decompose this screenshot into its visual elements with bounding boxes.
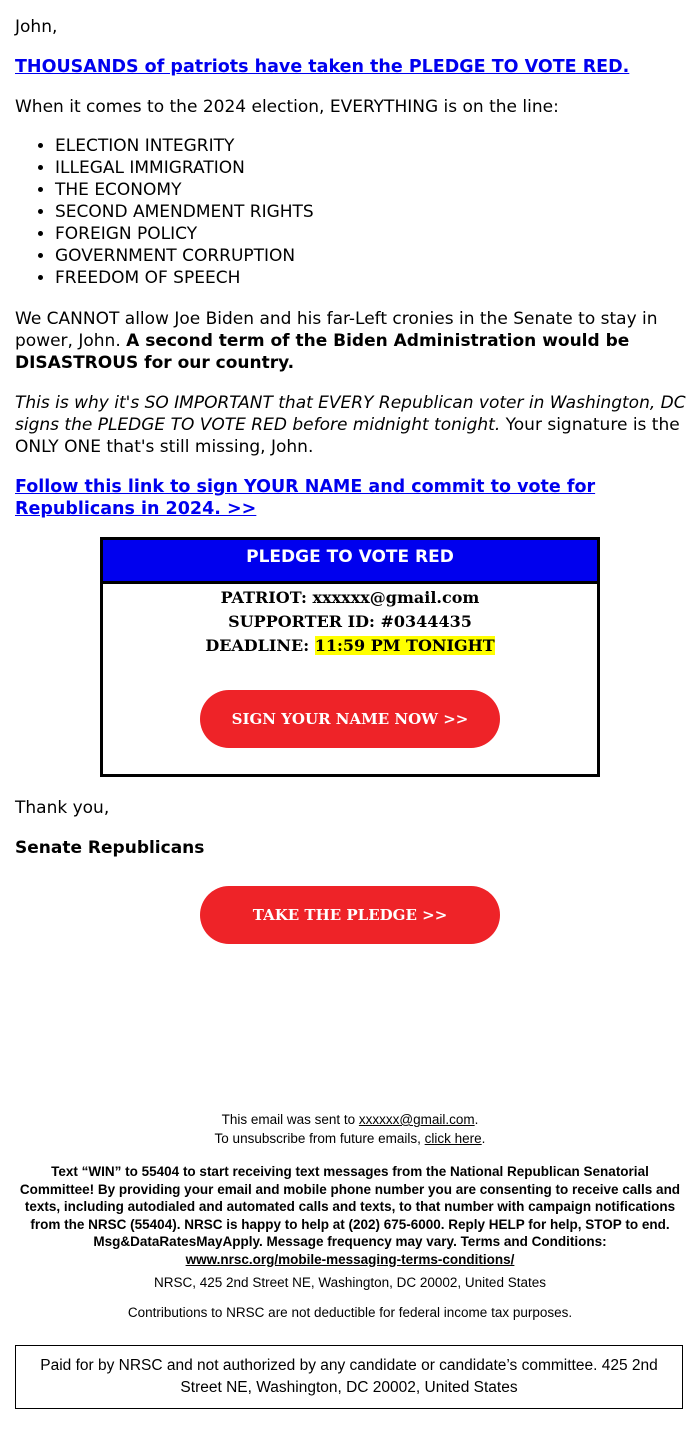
pledge-title: PLEDGE TO VOTE RED	[103, 540, 597, 584]
greeting: John,	[15, 17, 58, 37]
deadline-row	[103, 634, 597, 658]
list-item: • SECOND AMENDMENT RIGHTS	[55, 201, 314, 223]
sent-suffix: .	[474, 1112, 479, 1127]
unsubscribe-line	[15, 1129, 685, 1148]
sign-your-name-button[interactable]: SIGN YOUR NAME NOW >>	[200, 690, 500, 748]
list-item: • FOREIGN POLICY	[55, 223, 314, 245]
sent-line	[15, 1110, 685, 1129]
paragraph-bold-text: A second term of the Biden Administration would be DISASTROUS for our country.	[15, 331, 630, 373]
list-item: • GOVERNMENT CORRUPTION	[55, 245, 314, 267]
take-the-pledge-button[interactable]: TAKE THE PLEDGE >>	[200, 886, 500, 944]
sms-terms-text: Text “WIN” to 55404 to start receiving text messages from the National Republican Senatorial Committee! By providing your email and mobile phone number you are consenting to receive calls and texts, including autodialed and automated calls and texts, to that number with campaign notifications from the NRSC (55404). NRSC is happy to help at (202) 675-6000. Reply HELP for help, STOP to end. Msg&DataRatesMayApply. Message frequency may vary. Terms and Conditions:	[19, 1164, 681, 1249]
unsubscribe-suffix: .	[481, 1131, 486, 1146]
patriot-label: PATRIOT:	[220, 588, 307, 607]
sms-terms-link[interactable]: www.nrsc.org/mobile-messaging-terms-conditions/	[185, 1251, 515, 1267]
list-item: • FREEDOM OF SPEECH	[55, 267, 314, 289]
unsubscribe-prefix: To unsubscribe from future emails,	[214, 1131, 425, 1146]
list-item: • THE ECONOMY	[55, 179, 314, 201]
sent-email-link[interactable]: xxxxxx@gmail.com	[358, 1112, 475, 1127]
headline-link[interactable]: THOUSANDS of patriots have taken the PLEDGE TO VOTE RED.	[15, 57, 630, 77]
supporter-label: SUPPORTER ID:	[228, 612, 375, 631]
issues-list	[15, 135, 314, 289]
paragraph-normal-text: We CANNOT allow Joe Biden and his far-Left cronies in the Senate to stay in power, John.	[15, 309, 658, 351]
paragraph-normal-text: Your signature is the ONLY ONE that's still missing, John.	[15, 415, 680, 457]
paid-for-disclaimer: Paid for by NRSC and not authorized by any candidate or candidate’s committee. 425 2nd Street NE, Washington, DC 20002, United States	[15, 1345, 683, 1409]
footer-sms-terms	[15, 1163, 685, 1268]
deadline-label: DEADLINE:	[205, 636, 310, 655]
deadline-value: 11:59 PM TONIGHT	[314, 636, 495, 655]
footer-address: NRSC, 425 2nd Street NE, Washington, DC 20002, United States	[154, 1275, 546, 1290]
paragraph-italic-text: This is why it's SO IMPORTANT that EVERY Republican voter in Washington, DC signs the PLEDGE TO VOTE RED before midnight tonight.	[15, 393, 686, 435]
supporter-value: #0344435	[380, 612, 472, 631]
list-item: • ILLEGAL IMMIGRATION	[55, 157, 314, 179]
thanks-text: Thank you,	[15, 798, 110, 818]
sign-name-link[interactable]: Follow this link to sign YOUR NAME and commit to vote for Republicans in 2024. >>	[15, 477, 596, 519]
paragraph-biden	[15, 308, 690, 374]
list-item: • ELECTION INTEGRITY	[55, 135, 314, 157]
footer-sent-info	[15, 1110, 685, 1148]
signoff-name: Senate Republicans	[15, 838, 205, 858]
pledge-details	[103, 584, 597, 658]
sent-prefix: This email was sent to	[221, 1112, 359, 1127]
patriot-row	[103, 586, 597, 610]
supporter-row	[103, 610, 597, 634]
paragraph-signature	[15, 392, 690, 458]
footer-contributions: Contributions to NRSC are not deductible for federal income tax purposes.	[127, 1305, 573, 1320]
unsubscribe-link[interactable]: click here	[424, 1131, 482, 1146]
patriot-value: xxxxxx@gmail.com	[312, 588, 480, 607]
intro-text: When it comes to the 2024 election, EVERYTHING is on the line:	[15, 97, 559, 117]
